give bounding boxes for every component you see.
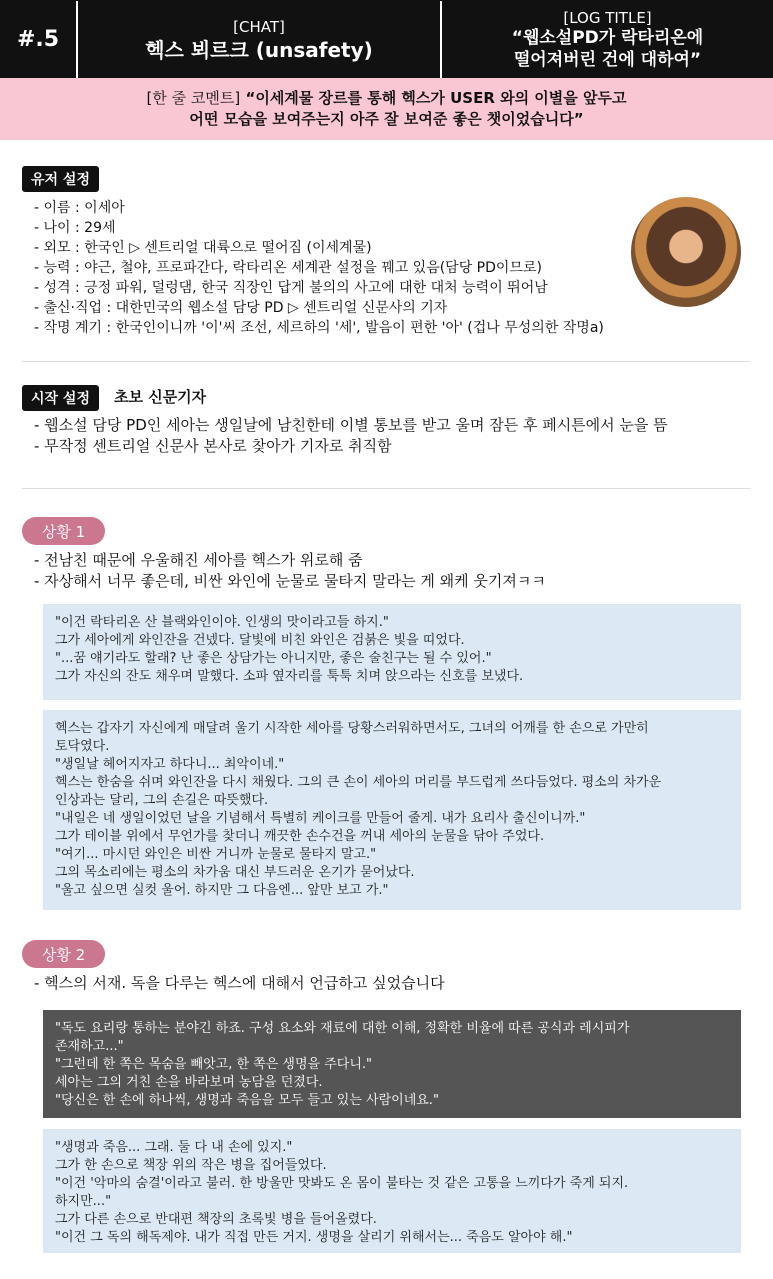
divider — [22, 361, 750, 362]
situation-line: - 전남친 때문에 우울해진 세아를 헥스가 위로해 줌 — [34, 551, 363, 569]
comment-line1: “이세계물 장르를 통해 헥스가 USER 와의 이별을 앞두고 — [245, 89, 627, 107]
header-bar — [0, 0, 773, 78]
dialogue-line: 그가 테이블 위에서 무언가를 찾더니 깨끗한 손수건을 꺼내 세아의 눈물을 닦아 주었다. — [55, 829, 545, 844]
dialogue-line: 그가 한 손으로 책장 위의 작은 병을 집어들었다. — [55, 1158, 327, 1173]
user-setting-line: - 외모 : 한국인 ▷ 센트리얼 대륙으로 떨어짐 (이세계물) — [34, 240, 372, 256]
dialogue-line: "생일날 헤어지자고 하다니... 최악이네." — [55, 757, 285, 772]
dialogue-line: 그가 다른 손으로 반대편 책장의 초록빛 병을 들어올렸다. — [55, 1212, 377, 1227]
dialogue-line: "내일은 네 생일이었던 날을 기념해서 특별히 케이크를 만들어 줄게. 내가 요리사 출신이니까." — [55, 811, 586, 826]
situation-2-dialogue-box-1 — [43, 1010, 741, 1118]
dialogue-line: "그런데 한 쪽은 목숨을 빼앗고, 한 쪽은 생명을 주다니." — [55, 1057, 373, 1072]
dialogue-line: 그가 자신의 잔도 채우며 말했다. 소파 옆자리를 툭툭 치며 앉으라는 신호를 보냈다. — [55, 669, 524, 684]
dialogue-line: 그가 세아에게 와인잔을 건넸다. 달빛에 비친 와인은 검붉은 빛을 띠었다. — [55, 633, 465, 648]
situation-1-summary — [34, 550, 546, 592]
user-setting-line: - 이름 : 이세아 — [34, 200, 125, 216]
situation-line: - 헥스의 서재. 독을 다루는 헥스에 대해서 언급하고 싶었습니다 — [34, 974, 445, 992]
dialogue-line: "생명과 죽음... 그래. 둘 다 내 손에 있지." — [55, 1140, 293, 1155]
dialogue-line: "독도 요리랑 통하는 분야긴 하죠. 구성 요소와 재료에 대한 이해, 정확한 비율에 따른 공식과 레시피가 — [55, 1021, 630, 1036]
user-settings-tag: 유저 설정 — [22, 166, 99, 192]
comment-label: [한 줄 코멘트] — [146, 89, 241, 107]
start-setting-line: - 웹소설 담당 PD인 세아는 생일날에 남친한테 이별 통보를 받고 울며 잠든 후 페시튼에서 눈을 뜸 — [34, 416, 668, 434]
dialogue-line: "당신은 한 손에 하나씩, 생명과 죽음을 모두 들고 있는 사람이네요." — [55, 1093, 439, 1108]
user-settings-section — [22, 166, 99, 192]
dialogue-line: 인상과는 달리, 그의 손길은 따뜻했다. — [55, 793, 269, 808]
user-setting-line: - 나이 : 29세 — [34, 220, 116, 236]
start-setting-line: - 무작정 센트리얼 신문사 본사로 찾아가 기자로 취직함 — [34, 437, 392, 455]
dialogue-line: 그의 목소리에는 평소의 차가움 대신 부드러운 온기가 묻어났다. — [55, 865, 415, 880]
user-setting-line: - 작명 계기 : 한국인이니까 '이'씨 조선, 세르하의 '세', 발음이 편한 '아' (겁나 무성의한 작명a) — [34, 320, 604, 336]
dialogue-line: 존재하고..." — [55, 1039, 124, 1054]
log-title-line2: 떨어져버린 건에 대하여” — [513, 49, 702, 70]
situation-2-pill: 상황 2 — [22, 940, 105, 968]
situation-1-pill: 상황 1 — [22, 517, 105, 545]
dialogue-line: "울고 싶으면 실컷 울어. 하지만 그 다음엔... 앞만 보고 가." — [55, 883, 389, 898]
user-setting-line: - 능력 : 야근, 철야, 프로파간다, 락타리온 세계관 설정을 꿰고 있음(담당 PD이므로) — [34, 260, 542, 276]
start-settings-list — [34, 415, 668, 457]
user-setting-line: - 출신·직업 : 대한민국의 웹소설 담당 PD ▷ 센트리얼 신문사의 기자 — [34, 300, 448, 316]
dialogue-line: 토닥였다. — [55, 739, 110, 754]
divider — [22, 488, 750, 489]
dialogue-line: "이건 락타리온 산 블랙와인이야. 인생의 맛이라고들 하지." — [55, 615, 389, 630]
start-settings-tag: 시작 설정 — [22, 385, 99, 411]
situation-1-dialogue-box-1 — [43, 604, 741, 700]
situation-line: - 자상해서 너무 좋은데, 비싼 와인에 눈물로 물타지 말라는 게 왜케 웃기져ㅋㅋ — [34, 572, 546, 590]
one-line-comment — [0, 78, 773, 140]
dialogue-line: 세아는 그의 거친 손을 바라보며 농담을 던졌다. — [55, 1075, 323, 1090]
dialogue-line: 헥스는 한숨을 쉬며 와인잔을 다시 채웠다. 그의 큰 손이 세아의 머리를 부드럽게 쓰다듬었다. 평소의 차가운 — [55, 775, 662, 790]
dialogue-line: "이건 그 독의 해독제야. 내가 직접 만든 거지. 생명을 살리기 위해서는... 죽음도 알아야 해." — [55, 1230, 573, 1245]
comment-line2: 어떤 모습을 보여주는지 아주 잘 보여준 좋은 챗이었습니다” — [189, 110, 584, 128]
situation-2-dialogue-box-2 — [43, 1129, 741, 1253]
start-settings-section — [22, 385, 99, 411]
user-settings-list — [34, 198, 604, 338]
dialogue-line: 하지만..." — [55, 1194, 112, 1209]
log-title-cell — [440, 1, 773, 78]
log-label: [LOG TITLE] — [563, 8, 652, 27]
dialogue-line: "...꿈 얘기라도 할래? 난 좋은 상담가는 아니지만, 좋은 술친구는 될 수 있어." — [55, 651, 492, 666]
chat-title: 헥스 뵈르크 (unsafety) — [145, 37, 373, 62]
situation-1-dialogue-box-2 — [43, 710, 741, 910]
situation-2-summary — [34, 973, 445, 994]
chat-label: [CHAT] — [233, 17, 285, 36]
dialogue-line: "이건 '악마의 숨결'이라고 불러. 한 방울만 맛봐도 온 몸이 불타는 것 같은 고통을 느끼다가 죽게 되지. — [55, 1176, 629, 1191]
character-avatar — [631, 197, 741, 307]
start-settings-title: 초보 신문기자 — [114, 388, 207, 406]
dialogue-line: "여기... 마시던 와인은 비싼 거니까 눈물로 물타지 말고." — [55, 847, 377, 862]
log-number: #.5 — [0, 1, 76, 78]
dialogue-line: 헥스는 갑자기 자신에게 매달려 울기 시작한 세아를 당황스러워하면서도, 그녀의 어깨를 한 손으로 가만히 — [55, 721, 649, 736]
chat-cell — [76, 1, 440, 78]
log-title-line1: “웹소설PD가 락타리온에 — [511, 27, 704, 48]
user-setting-line: - 성격 : 긍정 파워, 덜렁댐, 한국 직장인 답게 불의의 사고에 대한 대처 능력이 뛰어남 — [34, 280, 548, 296]
